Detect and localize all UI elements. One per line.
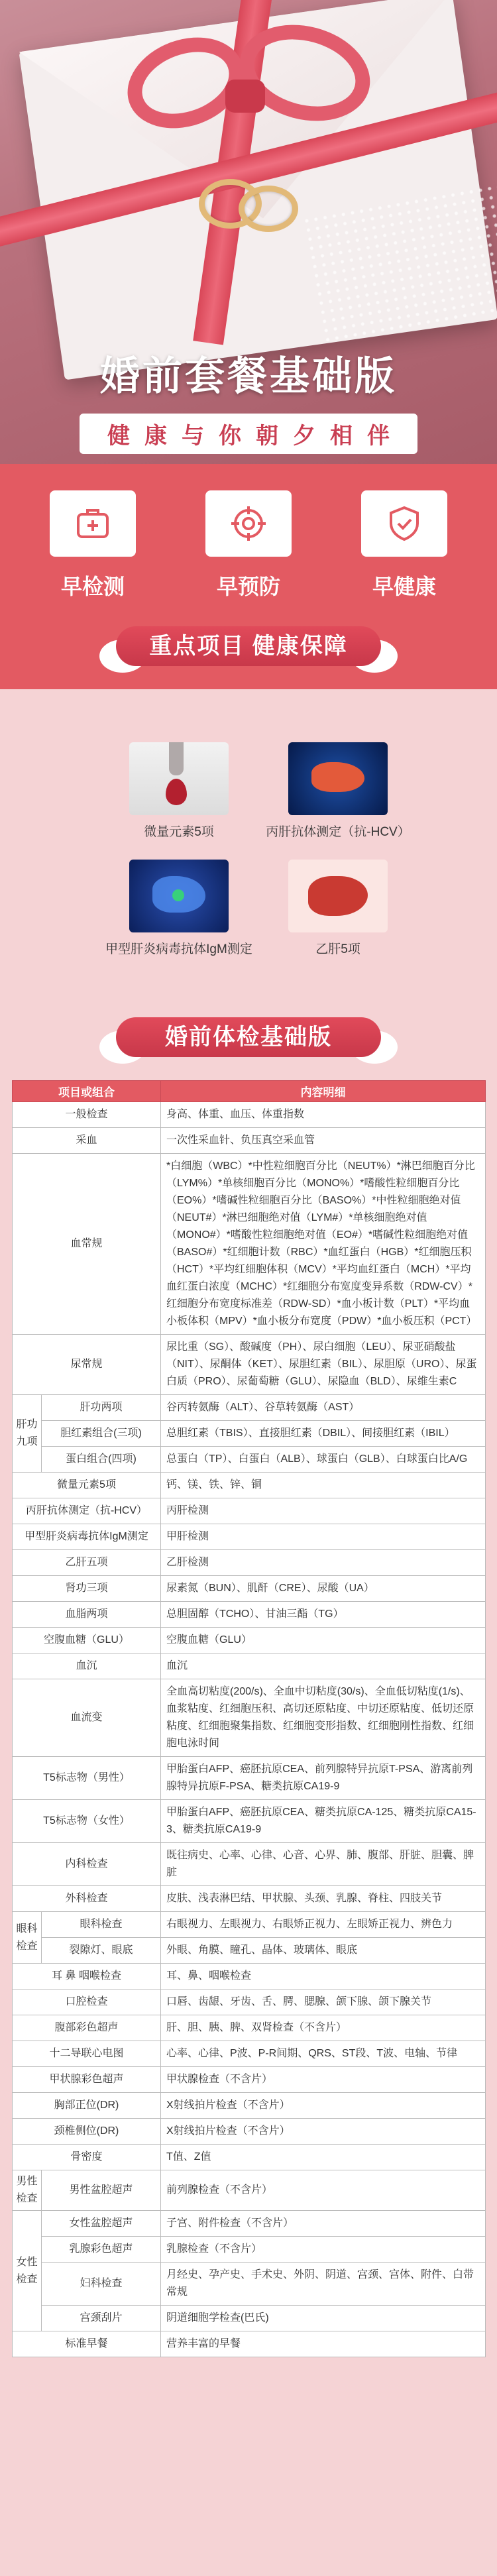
- item-cell: 女性盆腔超声: [42, 2211, 161, 2237]
- table-row: [13, 2263, 486, 2306]
- table-row: [13, 1128, 486, 1154]
- content-cell: T值、Z值: [161, 2145, 486, 2170]
- feature-item: [27, 490, 159, 600]
- content-cell: 总蛋白（TP）、白蛋白（ALB）、球蛋白（GLB）、白球蛋白比A/G: [161, 1447, 486, 1473]
- table-row: [13, 1989, 486, 2015]
- key-item: [258, 742, 417, 840]
- content-cell: 身高、体重、血压、体重指数: [161, 1102, 486, 1128]
- item-cell: 男性盆腔超声: [42, 2170, 161, 2211]
- liver-xray-image: [288, 742, 388, 815]
- item-cell: T5标志物（男性）: [13, 1757, 161, 1800]
- table-row: [13, 1498, 486, 1524]
- table-row: [13, 1653, 486, 1679]
- table-row: [13, 2237, 486, 2263]
- content-cell: 耳、鼻、咽喉检查: [161, 1964, 486, 1989]
- content-cell: 月经史、孕产史、手术史、外阴、阴道、宫颈、宫体、附件、白带常规: [161, 2263, 486, 2306]
- item-cell: 血常规: [13, 1154, 161, 1335]
- section-title-key: 重点项目 健康保障: [116, 626, 381, 666]
- content-cell: 营养丰富的早餐: [161, 2331, 486, 2357]
- item-cell: 一般检查: [13, 1102, 161, 1128]
- key-item-label: 微量元素5项: [144, 825, 214, 839]
- group-cell: 女性检查: [13, 2211, 42, 2331]
- item-cell: 外科检查: [13, 1886, 161, 1912]
- content-cell: 外眼、角膜、瞳孔、晶体、玻璃体、眼底: [161, 1938, 486, 1964]
- table-row: [13, 1102, 486, 1128]
- item-cell: 血流变: [13, 1679, 161, 1757]
- item-cell: 肝功两项: [42, 1395, 161, 1421]
- feature-label: 早检测: [60, 575, 125, 598]
- feature-item: [182, 490, 315, 600]
- content-cell: 前列腺检查（不含片）: [161, 2170, 486, 2211]
- table-row: [13, 1550, 486, 1576]
- hepatitis-virus-image: [129, 860, 229, 932]
- table-row: [13, 1473, 486, 1498]
- content-cell: 乙肝检测: [161, 1550, 486, 1576]
- content-cell: 甲胎蛋白AFP、癌胚抗原CEA、前列腺特异抗原T-PSA、游离前列腺特异抗原F-PSA、糖类抗原CA19-9: [161, 1757, 486, 1800]
- item-cell: 甲状腺彩色超声: [13, 2067, 161, 2093]
- content-cell: 心率、心律、P波、P-R间期、QRS、ST段、T波、电轴、节律: [161, 2041, 486, 2067]
- shield-check-icon: [361, 490, 447, 557]
- item-cell: 腹部彩色超声: [13, 2015, 161, 2041]
- item-cell: 蛋白组合(四项): [42, 1447, 161, 1473]
- content-cell: 总胆红素（TBIS）、直接胆红素（DBIL）、间接胆红素（IBIL）: [161, 1421, 486, 1447]
- feature-item: [338, 490, 470, 600]
- key-item-label: 甲型肝炎病毒抗体IgM测定: [105, 942, 252, 956]
- bow-knot: [225, 80, 265, 113]
- table-row: [13, 1912, 486, 1938]
- item-cell: 甲型肝炎病毒抗体IgM测定: [13, 1524, 161, 1550]
- checkup-table: [12, 1080, 485, 2357]
- content-cell: 丙肝检测: [161, 1498, 486, 1524]
- blood-drop-image: [129, 742, 229, 815]
- liver-image: [288, 860, 388, 932]
- item-cell: 丙肝抗体测定（抗-HCV）: [13, 1498, 161, 1524]
- table-row: [13, 1843, 486, 1886]
- table-row: [13, 1447, 486, 1473]
- content-cell: 全血高切粘度(200/s)、全血中切粘度(30/s)、全血低切粘度(1/s)、血浆粘度、红细胞压积、高切还原粘度、中切还原粘度、低切还原粘度、红细胞聚集指数、红细胞变形指数、红细胞刚性指数、红细胞电泳时间: [161, 1679, 486, 1757]
- group-cell: 眼科检查: [13, 1912, 42, 1964]
- section-banner: [0, 994, 497, 1074]
- table-row: [13, 1886, 486, 1912]
- content-cell: X射线拍片检查（不含片）: [161, 2119, 486, 2145]
- item-cell: 空腹血糖（GLU）: [13, 1628, 161, 1653]
- feature-label: 早健康: [372, 575, 436, 598]
- content-cell: 谷丙转氨酶（ALT）、谷草转氨酶（AST）: [161, 1395, 486, 1421]
- table-row: [13, 2015, 486, 2041]
- page-subtitle: 健康与你朝夕相伴: [80, 414, 417, 454]
- table-header-content: 内容明细: [161, 1081, 486, 1102]
- key-items-section: [0, 689, 497, 994]
- item-cell: 肾功三项: [13, 1576, 161, 1602]
- item-cell: 胸部正位(DR): [13, 2093, 161, 2119]
- target-icon: [205, 490, 292, 557]
- table-row: [13, 1524, 486, 1550]
- item-cell: 胆红素组合(三项): [42, 1421, 161, 1447]
- hero-banner: [0, 0, 497, 464]
- table-row: [13, 1628, 486, 1653]
- table-row: [13, 1602, 486, 1628]
- table-row: [13, 2093, 486, 2119]
- item-cell: 宫颈刮片: [42, 2306, 161, 2331]
- content-cell: 乳腺检查（不含片）: [161, 2237, 486, 2263]
- content-cell: 甲肝检测: [161, 1524, 486, 1550]
- content-cell: 一次性采血针、负压真空采血管: [161, 1128, 486, 1154]
- content-cell: 尿素氮（BUN）、肌酐（CRE）、尿酸（UA）: [161, 1576, 486, 1602]
- item-cell: 标准早餐: [13, 2331, 161, 2357]
- content-cell: 皮肤、浅表淋巴结、甲状腺、头颈、乳腺、脊柱、四肢关节: [161, 1886, 486, 1912]
- feature-label: 早预防: [216, 575, 280, 598]
- content-cell: 右眼视力、左眼视力、右眼矫正视力、左眼矫正视力、辨色力: [161, 1912, 486, 1938]
- key-item: [258, 860, 417, 957]
- table-row: [13, 1938, 486, 1964]
- content-cell: 血沉: [161, 1653, 486, 1679]
- content-cell: *白细胞（WBC）*中性粒细胞百分比（NEUT%）*淋巴细胞百分比（LYM%）*单核细胞百分比（MONO%）*嗜酸性粒细胞百分比（EO%）*嗜碱性粒细胞百分比（BASO%）*中性粒细胞绝对值（NEUT#）*淋巴细胞绝对值（LYM#）*单核细胞绝对值（MONO#）*嗜酸性粒细胞绝对值（EO#）*嗜碱性粒细胞绝对值（BASO#）*红细胞计数（RBC）*血红蛋白（HGB）*红细胞压积（HCT）*平均红细胞体积（MCV）*平均血红蛋白（MCH）*平均血红蛋白浓度（MCHC）*红细胞分布宽度变异系数（RDW-CV）*红细胞分布宽度标准差（RDW-SD）*血小板计数（PLT）*平均血小板体积（MPV）*血小板分布宽度（PDW）*血小板压积（PCT）: [161, 1154, 486, 1335]
- content-cell: 尿比重（SG）、酸碱度（PH）、尿白细胞（LEU）、尿亚硝酸盐（NIT）、尿酮体（KET）、尿胆红素（BIL）、尿胆原（URO）、尿蛋白质（PRO）、尿葡萄糖（GLU）、尿隐血（BLD）、尿维生素C: [161, 1335, 486, 1395]
- item-cell: 妇科检查: [42, 2263, 161, 2306]
- item-cell: 采血: [13, 1128, 161, 1154]
- item-cell: T5标志物（女性）: [13, 1800, 161, 1843]
- table-row: [13, 2306, 486, 2331]
- wedding-ring-icon: [239, 186, 298, 232]
- table-header-item: 项目或组合: [13, 1081, 161, 1102]
- item-cell: 颈椎侧位(DR): [13, 2119, 161, 2145]
- content-cell: 子宫、附件检查（不含片）: [161, 2211, 486, 2237]
- table-row: [13, 2145, 486, 2170]
- item-cell: 口腔检查: [13, 1989, 161, 2015]
- table-row: [13, 1757, 486, 1800]
- key-item: [99, 860, 258, 957]
- table-row: [13, 1154, 486, 1335]
- content-cell: X射线拍片检查（不含片）: [161, 2093, 486, 2119]
- table-row: [13, 2331, 486, 2357]
- content-cell: 阴道细胞学检查(巴氏): [161, 2306, 486, 2331]
- table-row: [13, 2119, 486, 2145]
- key-item: [99, 742, 258, 840]
- content-cell: 总胆固醇（TCHO）、甘油三酯（TG）: [161, 1602, 486, 1628]
- group-cell: 男性检查: [13, 2170, 42, 2211]
- content-cell: 既往病史、心率、心律、心音、心界、肺、腹部、肝脏、胆囊、脾脏: [161, 1843, 486, 1886]
- section-banner: [0, 603, 497, 683]
- content-cell: 甲状腺检查（不含片）: [161, 2067, 486, 2093]
- item-cell: 血脂两项: [13, 1602, 161, 1628]
- table-row: [13, 2211, 486, 2237]
- table-row: [13, 2041, 486, 2067]
- item-cell: 血沉: [13, 1653, 161, 1679]
- content-cell: 甲胎蛋白AFP、癌胚抗原CEA、糖类抗原CA-125、糖类抗原CA15-3、糖类抗原CA19-9: [161, 1800, 486, 1843]
- content-cell: 口唇、齿龈、牙齿、舌、腭、腮腺、颌下腺、颌下腺关节: [161, 1989, 486, 2015]
- item-cell: 尿常规: [13, 1335, 161, 1395]
- table-row: [13, 2170, 486, 2211]
- medical-kit-icon: [50, 490, 136, 557]
- content-cell: 空腹血糖（GLU）: [161, 1628, 486, 1653]
- item-cell: 乳腺彩色超声: [42, 2237, 161, 2263]
- item-cell: 微量元素5项: [13, 1473, 161, 1498]
- item-cell: 耳 鼻 咽喉检查: [13, 1964, 161, 1989]
- key-item-label: 丙肝抗体测定（抗-HCV）: [266, 825, 410, 839]
- item-cell: 乙肝五项: [13, 1550, 161, 1576]
- item-cell: 内科检查: [13, 1843, 161, 1886]
- checkup-table-section: [0, 994, 497, 2576]
- item-cell: 十二导联心电图: [13, 2041, 161, 2067]
- group-cell: 肝功九项: [13, 1395, 42, 1473]
- table-row: [13, 1421, 486, 1447]
- content-cell: 肝、胆、胰、脾、双肾检查（不含片）: [161, 2015, 486, 2041]
- item-cell: 骨密度: [13, 2145, 161, 2170]
- table-row: [13, 1335, 486, 1395]
- table-row: [13, 1679, 486, 1757]
- table-row: [13, 1395, 486, 1421]
- section-title-table: 婚前体检基础版: [116, 1017, 381, 1057]
- content-cell: 钙、镁、铁、锌、铜: [161, 1473, 486, 1498]
- table-row: [13, 1964, 486, 1989]
- page-title: 婚前套餐基础版: [100, 354, 397, 398]
- item-cell: 眼科检查: [42, 1912, 161, 1938]
- table-row: [13, 2067, 486, 2093]
- table-row: [13, 1576, 486, 1602]
- table-row: [13, 1800, 486, 1843]
- feature-section: [0, 464, 497, 689]
- key-item-label: 乙肝5项: [315, 942, 360, 956]
- item-cell: 裂隙灯、眼底: [42, 1938, 161, 1964]
